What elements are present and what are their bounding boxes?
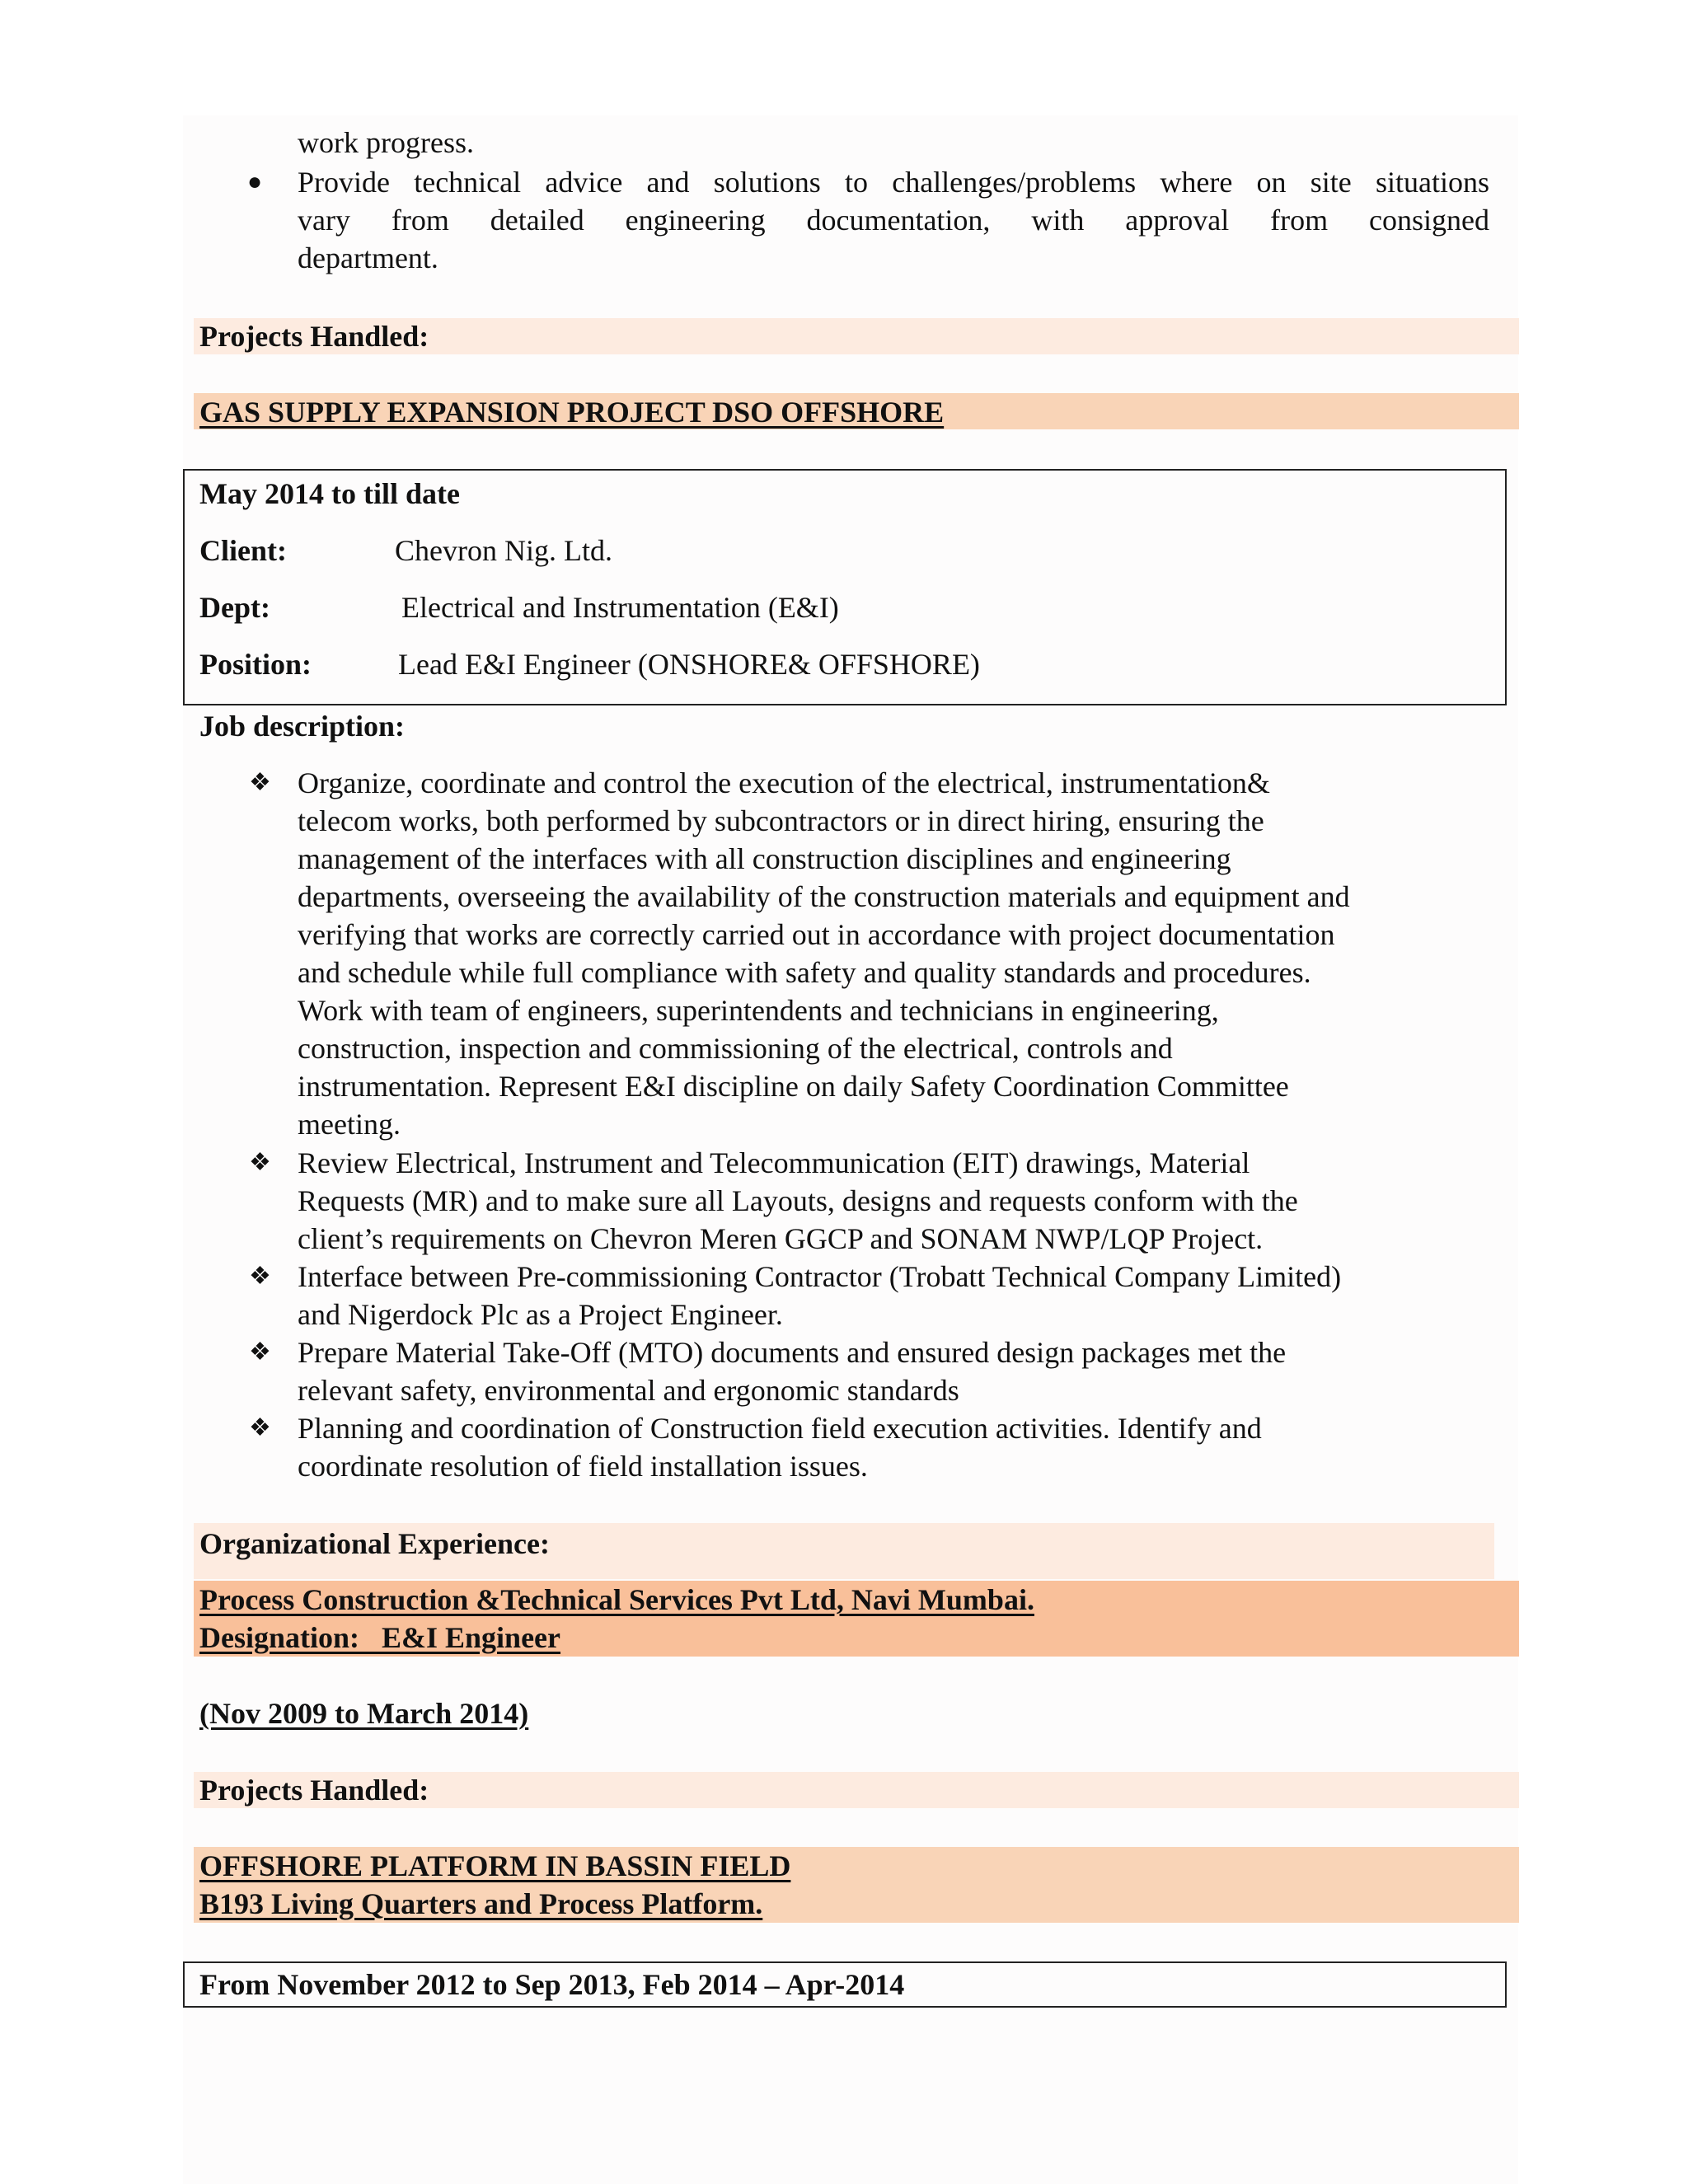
duty-1-line-2: telecom works, both performed by subcontractors or in direct hiring, ensuring the: [298, 804, 1264, 837]
project-title: GAS SUPPLY EXPANSION PROJECT DSO OFFSHORE: [199, 396, 945, 429]
intro-bullet-line-2: vary from detailed engineering documentation, with approval from consigned: [298, 204, 1489, 237]
duty-3-line-1: Interface between Pre-commissioning Contractor (Trobatt Technical Company Limited): [298, 1260, 1342, 1293]
position-label: Position:: [199, 648, 312, 681]
duty-2-line-2: Requests (MR) and to make sure all Layouts, designs and requests conform with the: [298, 1184, 1298, 1217]
project-title-2-line-2: B193 Living Quarters and Process Platform.: [199, 1887, 763, 1920]
dept-value: Electrical and Instrumentation (E&I): [401, 591, 839, 624]
duty-5-line-2: coordinate resolution of field installation issues.: [298, 1450, 868, 1483]
projects-heading: Projects Handled:: [199, 320, 429, 353]
duty-1-line-7: Work with team of engineers, superintendents and technicians in engineering,: [298, 994, 1219, 1027]
diamond-bullet-icon: ❖: [249, 769, 271, 796]
job-description-heading: Job description:: [199, 710, 406, 743]
duty-1-line-1: Organize, coordinate and control the execution of the electrical, instrumentation&: [298, 766, 1270, 799]
client-label: Client:: [199, 534, 287, 567]
diamond-bullet-icon: ❖: [249, 1149, 271, 1176]
duty-2-line-3: client’s requirements on Chevron Meren GGCP and SONAM NWP/LQP Project.: [298, 1222, 1264, 1255]
duty-1-line-8: construction, inspection and commissioning of the electrical, controls and: [298, 1032, 1173, 1065]
position-value: Lead E&I Engineer (ONSHORE& OFFSHORE): [398, 648, 980, 681]
continued-text: work progress.: [298, 126, 474, 159]
duty-1-line-5: verifying that works are correctly carried out in accordance with project documentation: [298, 918, 1335, 951]
diamond-bullet-icon: ❖: [249, 1414, 271, 1441]
duty-1-line-6: and schedule while full compliance with safety and quality standards and procedures.: [298, 956, 1311, 989]
project-period: May 2014 to till date: [199, 477, 460, 510]
duty-1-line-3: management of the interfaces with all construction disciplines and engineering: [298, 842, 1231, 875]
dept-label: Dept:: [199, 591, 270, 624]
employment-period: (Nov 2009 to March 2014): [199, 1697, 529, 1730]
diamond-bullet-icon: ❖: [249, 1263, 271, 1290]
intro-bullet-line-3: department.: [298, 241, 438, 274]
duty-1-line-10: meeting.: [298, 1108, 401, 1141]
company-name: Process Construction &Technical Services Pvt Ltd, Navi Mumbai.: [199, 1583, 1034, 1616]
duty-1-line-4: departments, overseeing the availability of the construction materials and equipment and: [298, 880, 1350, 913]
diamond-bullet-icon: ❖: [249, 1338, 271, 1366]
project-period-2: From November 2012 to Sep 2013, Feb 2014 – Apr-2014: [199, 1968, 905, 2001]
designation: Designation: E&I Engineer: [199, 1621, 561, 1654]
duty-5-line-1: Planning and coordination of Construction field execution activities. Identify and: [298, 1412, 1262, 1445]
duty-2-line-1: Review Electrical, Instrument and Telecommunication (EIT) drawings, Material: [298, 1146, 1250, 1179]
duty-3-line-2: and Nigerdock Plc as a Project Engineer.: [298, 1298, 783, 1331]
duty-4-line-1: Prepare Material Take-Off (MTO) documents and ensured design packages met the: [298, 1336, 1287, 1369]
project-title-2-line-1: OFFSHORE PLATFORM IN BASSIN FIELD: [199, 1849, 791, 1882]
org-experience-heading: Organizational Experience:: [199, 1527, 550, 1560]
intro-bullet-line-1: Provide technical advice and solutions to challenges/problems where on site situations: [298, 166, 1489, 199]
duty-4-line-2: relevant safety, environmental and ergonomic standards: [298, 1374, 959, 1407]
client-value: Chevron Nig. Ltd.: [395, 534, 612, 567]
bullet-dot-icon: ●: [247, 168, 263, 195]
projects-heading-2: Projects Handled:: [199, 1774, 429, 1807]
duty-1-line-9: instrumentation. Represent E&I discipline on daily Safety Coordination Committee: [298, 1070, 1289, 1103]
